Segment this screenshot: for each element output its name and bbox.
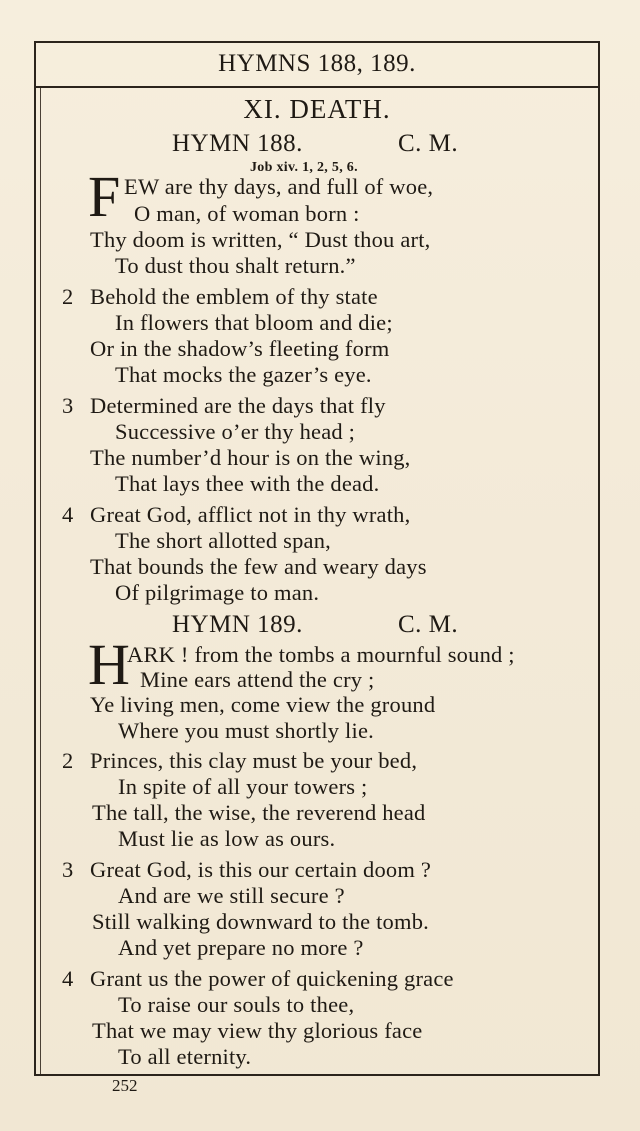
hymn-189-s2-line-3: The tall, the wise, the reverend head	[92, 800, 426, 825]
hymn-189-meter: C. M.	[398, 611, 459, 638]
hymn-189-dropcap: H	[88, 632, 130, 697]
hymn-189-s4-line-3: That we may view thy glorious face	[92, 1018, 423, 1043]
hymn-189-s2-line-2: In spite of all your towers ;	[118, 774, 368, 799]
hymn-188-line-1: EW are thy days, and full of woe,	[124, 174, 434, 199]
hymn-189-number: HYMN 189.	[172, 611, 303, 638]
hymn-189-s3-line-2: And are we still secure ?	[118, 883, 345, 908]
hymn-188-s3-line-1: Determined are the days that fly	[90, 393, 386, 418]
hymn-188-s4-line-1: Great God, afflict not in thy wrath,	[90, 502, 411, 527]
header-bottom-rule	[34, 86, 600, 88]
hymn-188-line-2: O man, of woman born :	[134, 201, 360, 226]
hymn-188-s4-line-3: That bounds the few and weary days	[90, 554, 427, 579]
left-rule	[34, 41, 36, 1076]
hymn-189-s3-line-3: Still walking downward to the tomb.	[92, 909, 429, 934]
hymn-189-s3-line-4: And yet prepare no more ?	[118, 935, 364, 960]
hymn-189-stanza-2-number: 2	[62, 748, 74, 773]
top-rule	[34, 41, 600, 43]
hymn-188-stanza-4-number: 4	[62, 502, 74, 527]
page-number: 252	[112, 1076, 138, 1095]
hymn-189-s4-line-4: To all eternity.	[118, 1044, 252, 1069]
hymn-189-line-1: ARK ! from the tombs a mournful sound ;	[127, 642, 515, 667]
hymn-188-s4-line-4: Of pilgrimage to man.	[115, 580, 320, 605]
hymn-188-line-4: To dust thou shalt return.”	[115, 253, 356, 278]
hymn-188-s3-line-2: Successive o’er thy head ;	[115, 419, 356, 444]
hymn-189-s2-line-1: Princes, this clay must be your bed,	[90, 748, 418, 773]
section-title: XI. DEATH.	[243, 94, 391, 124]
hymn-188-meter: C. M.	[398, 130, 459, 157]
hymn-188-scripture: Job xiv. 1, 2, 5, 6.	[250, 160, 358, 175]
hymn-189-line-4: Where you must shortly lie.	[118, 718, 374, 743]
running-head: HYMNS 188, 189.	[218, 50, 416, 77]
hymn-188-stanza-2-number: 2	[62, 284, 74, 309]
hymn-188-s2-line-3: Or in the shadow’s fleeting form	[90, 336, 390, 361]
hymn-188-s3-line-3: The number’d hour is on the wing,	[90, 445, 411, 470]
right-rule	[598, 41, 600, 1076]
hymn-188-s2-line-4: That mocks the gazer’s eye.	[115, 362, 372, 387]
hymn-189-s2-line-4: Must lie as low as ours.	[118, 826, 336, 851]
hymn-189-line-3: Ye living men, come view the ground	[90, 692, 436, 717]
hymn-189-line-2: Mine ears attend the cry ;	[140, 667, 375, 692]
hymn-189-s4-line-1: Grant us the power of quickening grace	[90, 966, 454, 991]
left-inner-rule	[40, 88, 41, 1074]
hymn-188-s3-line-4: That lays thee with the dead.	[115, 471, 380, 496]
hymn-188-s2-line-2: In flowers that bloom and die;	[115, 310, 393, 335]
hymn-189-stanza-3-number: 3	[62, 857, 74, 882]
hymn-188-number: HYMN 188.	[172, 130, 303, 157]
hymn-189-s4-line-2: To raise our souls to thee,	[118, 992, 355, 1017]
hymn-188-s4-line-2: The short allotted span,	[115, 528, 332, 553]
hymn-189-s3-line-1: Great God, is this our certain doom ?	[90, 857, 432, 882]
hymn-188-line-3: Thy doom is written, “ Dust thou art,	[90, 227, 431, 252]
hymn-189-stanza-4-number: 4	[62, 966, 74, 991]
hymn-188-dropcap: F	[88, 164, 121, 229]
hymn-188-stanza-3-number: 3	[62, 393, 74, 418]
hymn-188-s2-line-1: Behold the emblem of thy state	[90, 284, 378, 309]
